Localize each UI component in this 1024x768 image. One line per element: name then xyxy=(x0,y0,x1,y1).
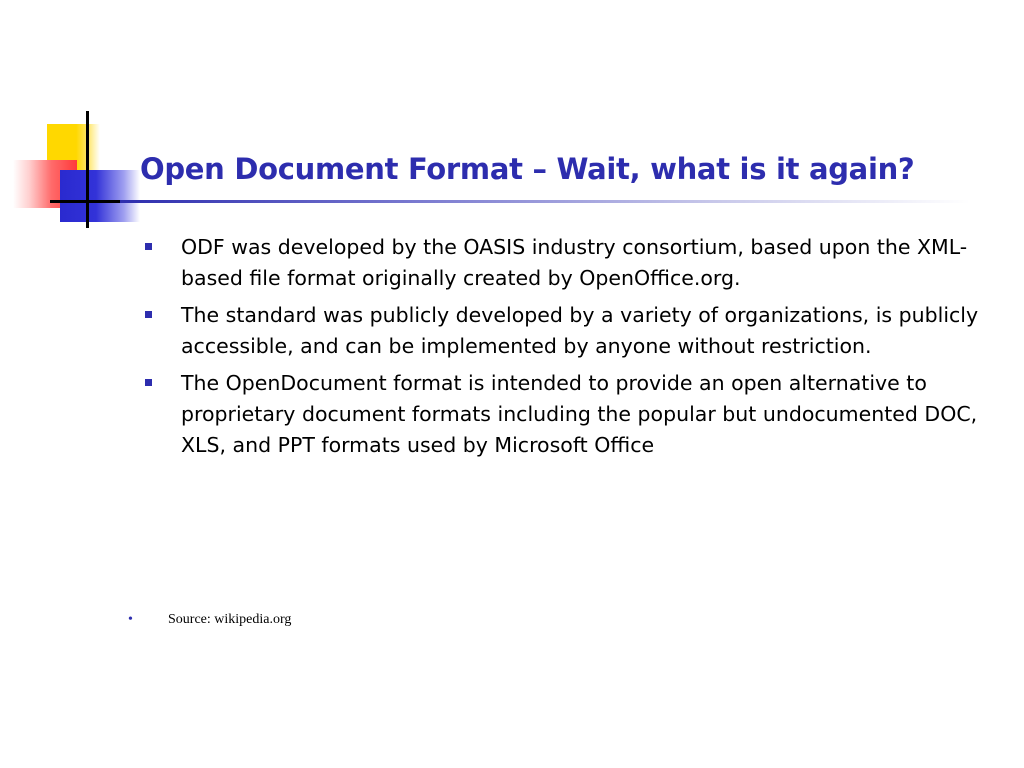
round-bullet-icon: • xyxy=(128,612,133,627)
bullet-item xyxy=(145,300,1005,362)
square-bullet-icon xyxy=(145,379,152,386)
bullet-item xyxy=(145,368,1005,461)
vertical-line-decoration xyxy=(86,111,89,228)
bullet-text: ODF was developed by the OASIS industry consortium, based upon the XML-based file format originally created by OpenOffice.org. xyxy=(181,235,968,290)
bullet-text: The OpenDocument format is intended to provide an open alternative to proprietary document formats including the popular but undocumented DOC, XLS, and PPT formats used by Microsoft Office xyxy=(181,371,978,457)
bullet-list xyxy=(145,232,1005,467)
square-bullet-icon xyxy=(145,243,152,250)
blue-square-decoration xyxy=(60,170,140,222)
bullet-text: The standard was publicly developed by a variety of organizations, is publicly accessible, and can be implemented by anyone without restriction. xyxy=(181,303,979,358)
source-text: Source: wikipedia.org xyxy=(168,612,292,627)
slide-title: Open Document Format – Wait, what is it again? xyxy=(140,152,915,186)
square-bullet-icon xyxy=(145,311,152,318)
title-underline xyxy=(120,200,970,203)
bullet-item xyxy=(145,232,1005,294)
source-note xyxy=(128,612,291,628)
